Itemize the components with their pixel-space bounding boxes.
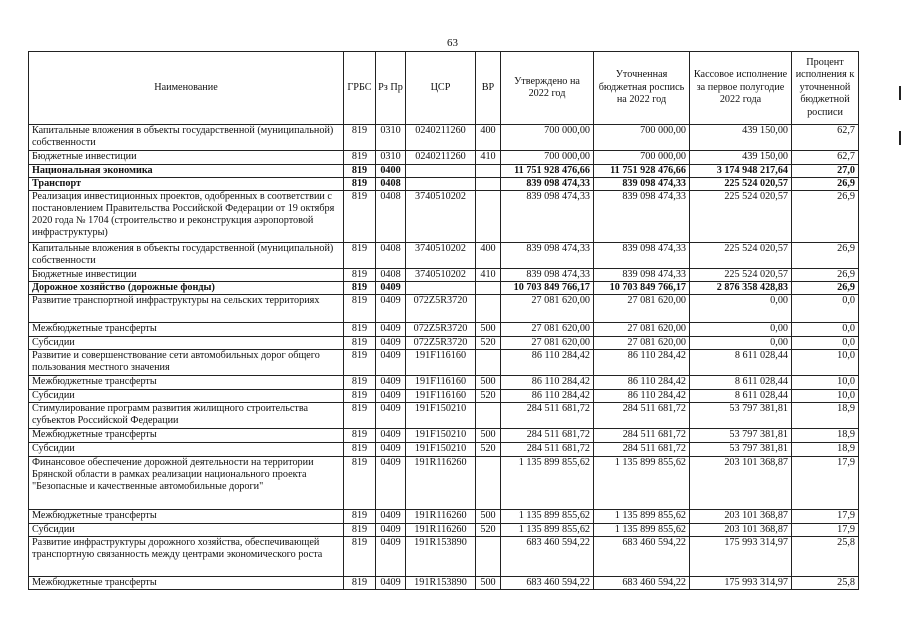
cell-refined: 284 511 681,72: [594, 443, 690, 457]
cell-vr: [476, 403, 501, 429]
cell-cash: 439 150,00: [690, 125, 792, 151]
table-row: [29, 243, 859, 269]
cell-grbs: 819: [344, 337, 376, 350]
cell-cash: 439 150,00: [690, 151, 792, 165]
cell-refined: 27 081 620,00: [594, 295, 690, 323]
cell-name: Реализация инвестиционных проектов, одобренных в соответствии с постановлением Правительства Российской Федерации от 19 октября 2020 года № 1704 (строительство и реконструкция аэропортовой инфраструктуры): [29, 191, 344, 243]
cell-name: Межбюджетные трансферты: [29, 376, 344, 390]
cell-refined: 700 000,00: [594, 151, 690, 165]
cell-rzpr: 0408: [376, 191, 406, 243]
cell-refined: 1 135 899 855,62: [594, 510, 690, 524]
table-row: [29, 282, 859, 295]
cell-grbs: 819: [344, 191, 376, 243]
cell-vr: 400: [476, 243, 501, 269]
cell-csr: 3740510202: [406, 191, 476, 243]
cell-csr: [406, 178, 476, 191]
header-vr: ВР: [476, 52, 501, 125]
cell-rzpr: 0409: [376, 457, 406, 510]
cell-csr: 191F116160: [406, 390, 476, 403]
cell-name: Межбюджетные трансферты: [29, 577, 344, 590]
cell-name: Бюджетные инвестиции: [29, 151, 344, 165]
cell-approved: 27 081 620,00: [501, 337, 594, 350]
cell-percent: 18,9: [792, 429, 859, 443]
cell-cash: 8 611 028,44: [690, 350, 792, 376]
table-row: [29, 295, 859, 323]
cell-refined: 27 081 620,00: [594, 337, 690, 350]
cell-percent: 26,9: [792, 282, 859, 295]
header-refined: Уточненная бюджетная роспись на 2022 год: [594, 52, 690, 125]
cell-rzpr: 0409: [376, 390, 406, 403]
cell-csr: 072Z5R3720: [406, 323, 476, 337]
cell-vr: 520: [476, 390, 501, 403]
cell-approved: 86 110 284,42: [501, 390, 594, 403]
cell-grbs: 819: [344, 577, 376, 590]
header-approved: Утверждено на 2022 год: [501, 52, 594, 125]
cell-refined: 27 081 620,00: [594, 323, 690, 337]
cell-name: Межбюджетные трансферты: [29, 510, 344, 524]
cell-rzpr: 0409: [376, 350, 406, 376]
cell-percent: 0,0: [792, 295, 859, 323]
cell-approved: 86 110 284,42: [501, 376, 594, 390]
cell-vr: [476, 537, 501, 577]
cell-refined: 839 098 474,33: [594, 269, 690, 282]
cell-percent: 17,9: [792, 457, 859, 510]
cell-percent: 18,9: [792, 403, 859, 429]
table-row: [29, 390, 859, 403]
cell-cash: 0,00: [690, 323, 792, 337]
table-row: [29, 125, 859, 151]
cell-cash: 53 797 381,81: [690, 443, 792, 457]
cell-grbs: 819: [344, 243, 376, 269]
cell-csr: 072Z5R3720: [406, 337, 476, 350]
cell-name: Капитальные вложения в объекты государственной (муниципальной) собственности: [29, 125, 344, 151]
cell-grbs: 819: [344, 350, 376, 376]
cell-vr: [476, 457, 501, 510]
cell-refined: 284 511 681,72: [594, 429, 690, 443]
cell-approved: 1 135 899 855,62: [501, 510, 594, 524]
cell-vr: 410: [476, 269, 501, 282]
cell-approved: 284 511 681,72: [501, 443, 594, 457]
table-row: [29, 178, 859, 191]
cell-vr: [476, 282, 501, 295]
cell-csr: 191R116260: [406, 510, 476, 524]
cell-vr: [476, 295, 501, 323]
cell-cash: 203 101 368,87: [690, 457, 792, 510]
cell-rzpr: 0310: [376, 151, 406, 165]
cell-grbs: 819: [344, 537, 376, 577]
cell-name: Субсидии: [29, 443, 344, 457]
cell-percent: 18,9: [792, 443, 859, 457]
table-row: [29, 269, 859, 282]
header-csr: ЦСР: [406, 52, 476, 125]
table-row: [29, 337, 859, 350]
cell-percent: 26,9: [792, 178, 859, 191]
cell-name: Капитальные вложения в объекты государственной (муниципальной) собственности: [29, 243, 344, 269]
cell-name: Развитие транспортной инфраструктуры на сельских территориях: [29, 295, 344, 323]
cell-csr: [406, 165, 476, 178]
cell-name: Субсидии: [29, 390, 344, 403]
cell-rzpr: 0310: [376, 125, 406, 151]
cell-refined: 86 110 284,42: [594, 390, 690, 403]
cell-percent: 17,9: [792, 524, 859, 537]
cell-csr: 072Z5R3720: [406, 295, 476, 323]
cell-vr: [476, 165, 501, 178]
cell-cash: 225 524 020,57: [690, 243, 792, 269]
cell-grbs: 819: [344, 125, 376, 151]
cell-refined: 86 110 284,42: [594, 350, 690, 376]
cell-grbs: 819: [344, 165, 376, 178]
cell-cash: 0,00: [690, 337, 792, 350]
header-cash: Кассовое исполнение за первое полугодие 2022 года: [690, 52, 792, 125]
cell-percent: 0,0: [792, 323, 859, 337]
table-row: [29, 376, 859, 390]
cell-percent: 25,8: [792, 577, 859, 590]
cell-cash: 53 797 381,81: [690, 429, 792, 443]
header-percent: Процент исполнения к уточненной бюджетной росписи: [792, 52, 859, 125]
cell-csr: 191F150210: [406, 429, 476, 443]
cell-csr: 0240211260: [406, 151, 476, 165]
cell-grbs: 819: [344, 403, 376, 429]
cell-cash: 8 611 028,44: [690, 376, 792, 390]
cell-name: Национальная экономика: [29, 165, 344, 178]
cell-approved: 284 511 681,72: [501, 403, 594, 429]
cell-vr: [476, 350, 501, 376]
cell-vr: 500: [476, 323, 501, 337]
cell-name: Дорожное хозяйство (дорожные фонды): [29, 282, 344, 295]
cell-percent: 10,0: [792, 390, 859, 403]
cell-rzpr: 0409: [376, 282, 406, 295]
cell-approved: 683 460 594,22: [501, 537, 594, 577]
table-row: [29, 443, 859, 457]
table-row: [29, 510, 859, 524]
cell-percent: 0,0: [792, 337, 859, 350]
header-grbs: ГРБС: [344, 52, 376, 125]
cell-percent: 26,9: [792, 269, 859, 282]
cell-rzpr: 0409: [376, 577, 406, 590]
cell-csr: 0240211260: [406, 125, 476, 151]
page-number: 63: [447, 37, 458, 49]
cell-approved: 839 098 474,33: [501, 191, 594, 243]
cell-percent: 27,0: [792, 165, 859, 178]
cell-grbs: 819: [344, 457, 376, 510]
table-row: [29, 577, 859, 590]
cell-rzpr: 0409: [376, 337, 406, 350]
cell-grbs: 819: [344, 429, 376, 443]
cell-name: Бюджетные инвестиции: [29, 269, 344, 282]
cell-rzpr: 0409: [376, 524, 406, 537]
table-row: [29, 457, 859, 510]
cell-grbs: 819: [344, 282, 376, 295]
cell-rzpr: 0409: [376, 443, 406, 457]
cell-cash: 175 993 314,97: [690, 577, 792, 590]
cell-rzpr: 0408: [376, 269, 406, 282]
cell-refined: 700 000,00: [594, 125, 690, 151]
header-name: Наименование: [29, 52, 344, 125]
cell-approved: 284 511 681,72: [501, 429, 594, 443]
cell-vr: [476, 178, 501, 191]
cell-percent: 26,9: [792, 243, 859, 269]
cell-approved: 1 135 899 855,62: [501, 524, 594, 537]
cell-cash: 175 993 314,97: [690, 537, 792, 577]
cell-rzpr: 0409: [376, 376, 406, 390]
cell-name: Развитие инфраструктуры дорожного хозяйства, обеспечивающей транспортную связанность между центрами экономического роста: [29, 537, 344, 577]
cell-percent: 26,9: [792, 191, 859, 243]
cell-approved: 839 098 474,33: [501, 269, 594, 282]
cell-vr: 500: [476, 429, 501, 443]
cell-cash: 203 101 368,87: [690, 524, 792, 537]
cell-refined: 11 751 928 476,66: [594, 165, 690, 178]
cell-percent: 10,0: [792, 376, 859, 390]
cell-refined: 839 098 474,33: [594, 191, 690, 243]
cell-approved: 839 098 474,33: [501, 243, 594, 269]
cell-grbs: 819: [344, 323, 376, 337]
cell-name: Субсидии: [29, 337, 344, 350]
header-rzpr: Рз Пр: [376, 52, 406, 125]
cell-vr: 520: [476, 524, 501, 537]
cell-csr: 191R116260: [406, 457, 476, 510]
cell-vr: 410: [476, 151, 501, 165]
cell-csr: 191F116160: [406, 350, 476, 376]
margin-mark: [899, 86, 901, 100]
cell-approved: 86 110 284,42: [501, 350, 594, 376]
table-row: [29, 191, 859, 243]
cell-cash: 225 524 020,57: [690, 178, 792, 191]
cell-grbs: 819: [344, 151, 376, 165]
table-row: [29, 429, 859, 443]
cell-approved: 700 000,00: [501, 125, 594, 151]
cell-rzpr: 0400: [376, 165, 406, 178]
cell-approved: 700 000,00: [501, 151, 594, 165]
cell-vr: 500: [476, 376, 501, 390]
cell-grbs: 819: [344, 524, 376, 537]
cell-cash: 225 524 020,57: [690, 269, 792, 282]
cell-approved: 10 703 849 766,17: [501, 282, 594, 295]
cell-vr: 500: [476, 577, 501, 590]
cell-percent: 62,7: [792, 125, 859, 151]
cell-grbs: 819: [344, 376, 376, 390]
cell-cash: 225 524 020,57: [690, 191, 792, 243]
cell-csr: 191F150210: [406, 403, 476, 429]
table-row: [29, 323, 859, 337]
cell-refined: 683 460 594,22: [594, 537, 690, 577]
cell-rzpr: 0409: [376, 510, 406, 524]
cell-rzpr: 0409: [376, 429, 406, 443]
cell-percent: 62,7: [792, 151, 859, 165]
cell-approved: 683 460 594,22: [501, 577, 594, 590]
table-row: [29, 537, 859, 577]
cell-refined: 284 511 681,72: [594, 403, 690, 429]
cell-rzpr: 0409: [376, 295, 406, 323]
cell-csr: [406, 282, 476, 295]
cell-refined: 1 135 899 855,62: [594, 457, 690, 510]
table-row: [29, 165, 859, 178]
cell-cash: 8 611 028,44: [690, 390, 792, 403]
cell-grbs: 819: [344, 390, 376, 403]
cell-csr: 3740510202: [406, 269, 476, 282]
cell-vr: 400: [476, 125, 501, 151]
cell-refined: 1 135 899 855,62: [594, 524, 690, 537]
cell-name: Транспорт: [29, 178, 344, 191]
cell-rzpr: 0408: [376, 243, 406, 269]
cell-percent: 17,9: [792, 510, 859, 524]
cell-grbs: 819: [344, 510, 376, 524]
cell-vr: 520: [476, 337, 501, 350]
cell-name: Стимулирование программ развития жилищного строительства субъектов Российской Федерации: [29, 403, 344, 429]
cell-percent: 10,0: [792, 350, 859, 376]
cell-name: Финансовое обеспечение дорожной деятельности на территории Брянской области в рамках реализации национального проекта "Безопасные и качественные автомобильные дороги": [29, 457, 344, 510]
cell-csr: 191F150210: [406, 443, 476, 457]
table-row: [29, 403, 859, 429]
cell-cash: 3 174 948 217,64: [690, 165, 792, 178]
cell-approved: 27 081 620,00: [501, 295, 594, 323]
cell-cash: 0,00: [690, 295, 792, 323]
cell-grbs: 819: [344, 178, 376, 191]
cell-approved: 27 081 620,00: [501, 323, 594, 337]
cell-grbs: 819: [344, 295, 376, 323]
cell-refined: 839 098 474,33: [594, 243, 690, 269]
cell-vr: [476, 191, 501, 243]
cell-rzpr: 0409: [376, 323, 406, 337]
cell-approved: 839 098 474,33: [501, 178, 594, 191]
cell-grbs: 819: [344, 443, 376, 457]
cell-csr: 3740510202: [406, 243, 476, 269]
cell-cash: 2 876 358 428,83: [690, 282, 792, 295]
table-body: [29, 125, 859, 590]
cell-name: Субсидии: [29, 524, 344, 537]
cell-csr: 191R153890: [406, 577, 476, 590]
cell-rzpr: 0408: [376, 178, 406, 191]
cell-name: Межбюджетные трансферты: [29, 429, 344, 443]
cell-grbs: 819: [344, 269, 376, 282]
cell-vr: 500: [476, 510, 501, 524]
cell-rzpr: 0409: [376, 403, 406, 429]
cell-csr: 191F116160: [406, 376, 476, 390]
cell-refined: 839 098 474,33: [594, 178, 690, 191]
cell-refined: 683 460 594,22: [594, 577, 690, 590]
cell-rzpr: 0409: [376, 537, 406, 577]
cell-cash: 53 797 381,81: [690, 403, 792, 429]
cell-percent: 25,8: [792, 537, 859, 577]
table-row: [29, 350, 859, 376]
table-row: [29, 524, 859, 537]
cell-csr: 191R116260: [406, 524, 476, 537]
table-row: [29, 151, 859, 165]
cell-refined: 86 110 284,42: [594, 376, 690, 390]
cell-cash: 203 101 368,87: [690, 510, 792, 524]
margin-mark: [899, 131, 901, 145]
cell-csr: 191R153890: [406, 537, 476, 577]
cell-name: Развитие и совершенствование сети автомобильных дорог общего пользования местного значения: [29, 350, 344, 376]
cell-approved: 1 135 899 855,62: [501, 457, 594, 510]
cell-vr: 520: [476, 443, 501, 457]
cell-approved: 11 751 928 476,66: [501, 165, 594, 178]
header-row: [29, 52, 859, 125]
budget-table: [28, 51, 859, 590]
cell-name: Межбюджетные трансферты: [29, 323, 344, 337]
cell-refined: 10 703 849 766,17: [594, 282, 690, 295]
